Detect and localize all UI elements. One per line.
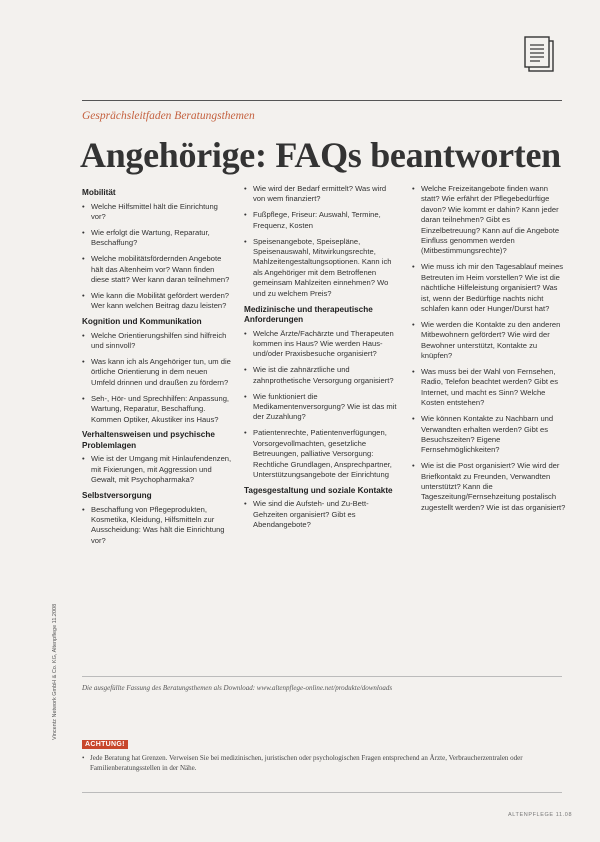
faq-list [244, 329, 400, 481]
section-heading: Mobilität [82, 188, 116, 197]
faq-item: • Wie können Kontakte zu Nachbarn und Verwandten erhalten werden? Gibt es Besuchszeiten? Eigene Fernsehmöglichkeiten? [412, 414, 566, 456]
faq-item: • Wie werden die Kontakte zu den anderen Mitbewohnern gefördert? Wie wird der Bewohner unterstützt, Kontakte zu knüpfen? [412, 320, 566, 362]
faq-item: • Welche mobilitätsfördernden Angebote hält das Altenheim vor? Wann finden diese statt? Wer kann daran teilnehmen? [82, 254, 232, 285]
faq-column-2 [244, 184, 400, 536]
footer-mark: ALTENPFLEGE 11.08 [508, 812, 573, 818]
faq-item: • Wie muss ich mir den Tagesablauf meines Betreuten im Heim vorstellen? Wie ist die nächtliche Hilfeleistung organisiert? Was ist, wenn der Bedürftige nachts nicht schlafen kann oder Hunger/Durst hat? [412, 262, 566, 314]
faq-item: • Welche Hilfsmittel hält die Einrichtung vor? [82, 202, 232, 223]
faq-item: • Welche Freizeitangebote finden wann statt? Wie erfährt der Pflegebedürftige davon? Wie kommt er dahin? Kann jeder daran teilnehmen? Gibt es Einzelbetreuung? Kann auf die Angebote Einfluss genommen werden (Mitbestimmungsrechte)? [412, 184, 566, 257]
faq-item: • Seh-, Hör- und Sprechhilfen: Anpassung, Wartung, Reparatur, Beschaffung. Kommen Optiker, Akustiker ins Haus? [82, 394, 232, 425]
faq-item: • Was muss bei der Wahl von Fernsehen, Radio, Telefon beachtet werden? Gibt es Internet, und macht es Sinn? Welche Kosten entstehen? [412, 367, 566, 409]
document-icon [522, 34, 558, 74]
faq-item: • Patientenrechte, Patientenverfügungen, Vorsorgevollmachten, gesetzliche Betreuungen, palliative Versorgung: Rechtliche Grundlagen, Ansprechpartner, Unterstützungsangebote der Einrichtung [244, 428, 400, 480]
faq-item: • Wie wird der Bedarf ermittelt? Was wird von wem finanziert? [244, 184, 400, 205]
section-heading: Selbstversorgung [82, 491, 152, 501]
faq-item: • Welche Ärzte/Fachärzte und Therapeuten kommen ins Haus? Wie werden Haus- und/oder Praxisbesuche organisiert? [244, 329, 400, 360]
faq-item: • Wie funktioniert die Medikamentenversorgung? Wie ist das mit der Zuzahlung? [244, 392, 400, 423]
faq-item: • Was kann ich als Angehöriger tun, um die örtliche Orientierung in dem neuen Umfeld drinnen und draußen zu fördern? [82, 357, 232, 388]
header-divider [82, 100, 562, 101]
faq-column-3 [412, 184, 566, 519]
faq-column-1 [82, 188, 232, 552]
faq-list [82, 202, 232, 312]
faq-item: • Wie kann die Mobilität gefördert werden? Wer kann welchen Beitrag dazu leisten? [82, 291, 232, 312]
faq-columns [82, 184, 566, 668]
section-heading: Kognition und Kommunikation [82, 317, 202, 327]
section-heading: Medizinische und therapeutische Anforderungen [244, 304, 373, 325]
content-divider [82, 676, 562, 677]
faq-item: • Wie ist die Post organisiert? Wie wird der Briefkontakt zu Freunden, Verwandten unterstützt? Kann die Tageszeitung/Fernsehzeitung postalisch zugestellt werden? Wie ist das organisiert? [412, 461, 566, 513]
faq-list [82, 505, 232, 547]
section-heading: Verhaltensweisen und psychische Problemlagen [82, 430, 215, 450]
side-note: Vincentz Network GmbH & Co. KG, Altenpflege 11.2008 [52, 603, 58, 740]
warning-text: • Jede Beratung hat Grenzen. Verweisen Sie bei medizinischen, juristischen oder psychologischen Fragen entsprechend an Ärzte, Verbraucherzentralen oder Familienberatungsstellen in der Nähe. [82, 753, 552, 773]
faq-item: • Wie erfolgt die Wartung, Reparatur, Beschaffung? [82, 228, 232, 249]
footer-divider [82, 792, 562, 793]
faq-item: • Wie ist die zahnärztliche und zahnprothetische Versorgung organisiert? [244, 365, 400, 386]
faq-list [412, 184, 566, 513]
faq-list [82, 454, 232, 485]
faq-list [82, 331, 232, 425]
download-note: Die ausgefüllte Fassung des Beratungsthemen als Download: www.altenpflege-online.net/produkte/downloads [82, 684, 393, 692]
kicker: Gesprächsleitfaden Beratungsthemen [82, 110, 255, 122]
faq-item: • Speisenangebote, Speisepläne, Speisenauswahl, Mitwirkungsrechte, Mahlzeitengestaltungsoptionen. Kann ich als Angehöriger mit dem Betroffenen gemeinsam Mahlzeiten einnehmen? Wo und zu welchem Preis? [244, 237, 400, 299]
page-title: Angehörige: FAQs beantworten [80, 135, 561, 175]
warning-badge: ACHTUNG! [82, 740, 128, 749]
section-heading: Tagesgestaltung und soziale Kontakte [244, 485, 393, 495]
faq-item: • Wie ist der Umgang mit Hinlaufendenzen, mit Fixierungen, mit Aggression und Gewalt, mit Psychopharmaka? [82, 454, 232, 485]
faq-list [244, 184, 400, 299]
faq-item: • Fußpflege, Friseur: Auswahl, Termine, Frequenz, Kosten [244, 210, 400, 231]
faq-list [244, 499, 400, 530]
faq-item: • Beschaffung von Pflegeprodukten, Kosmetika, Kleidung, Hilfsmitteln zur Ausscheidung: Was hält die Einrichtung vor? [82, 505, 232, 547]
faq-item: • Wie sind die Aufsteh- und Zu-Bett-Gehzeiten organisiert? Gibt es Abendangebote? [244, 499, 400, 530]
faq-item: • Welche Orientierungshilfen sind hilfreich und sinnvoll? [82, 331, 232, 352]
